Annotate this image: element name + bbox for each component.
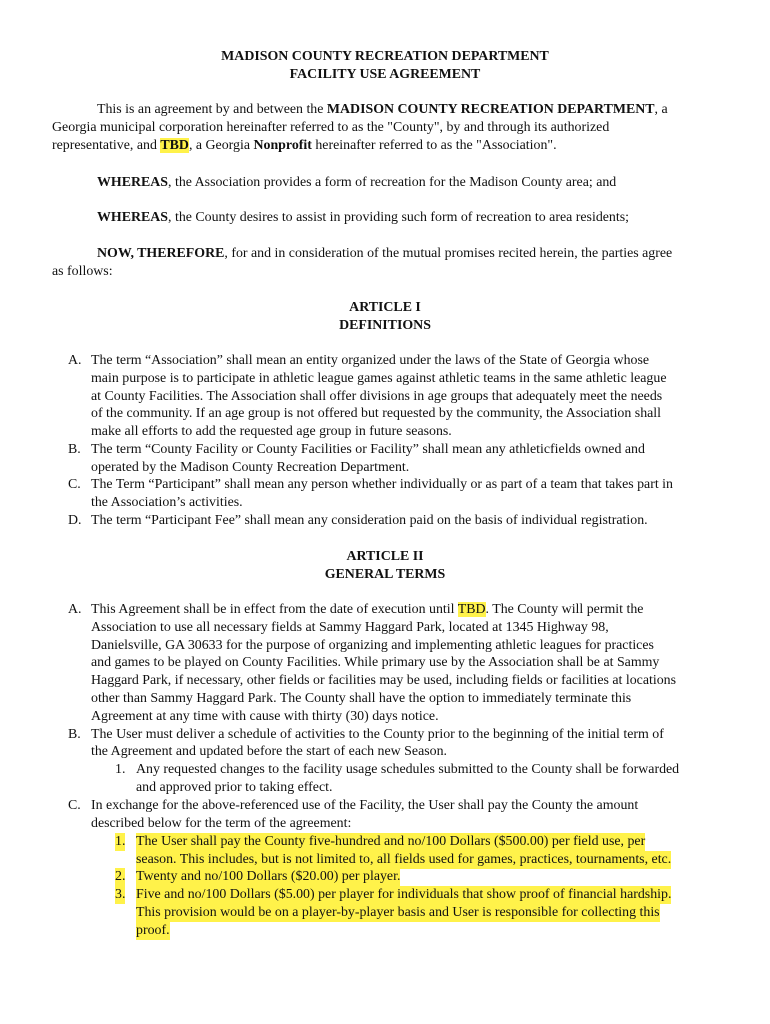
- highlight-tbd: TBD: [160, 138, 189, 153]
- article-2-subheading: GENERAL TERMS: [324, 567, 446, 582]
- list-marker: A.: [68, 602, 82, 617]
- definition-line: of the community. If an age group is not offered but requested by the community, the Association shall: [91, 406, 662, 421]
- now-therefore-line-1: NOW, THEREFORE, for and in consideration of the mutual promises recited herein, the parties agree: [97, 246, 673, 261]
- term-line: other than Sammy Haggard Park. The County shall have the option to immediately terminate this: [91, 691, 632, 706]
- list-marker: D.: [68, 513, 82, 528]
- document-subtitle: FACILITY USE AGREEMENT: [289, 67, 481, 82]
- intro-line-3: representative, and TBD, a Georgia Nonprofit hereinafter referred to as the "Association".: [52, 138, 557, 153]
- definition-line: the Association’s activities.: [91, 495, 243, 510]
- now-therefore-line-2: as follows:: [52, 264, 113, 279]
- definition-line: The term “Participant Fee” shall mean any consideration paid on the basis of individual registration.: [91, 513, 648, 528]
- term-line: and approved prior to taking effect.: [136, 780, 333, 795]
- term-line: Haggard Park, if necessary, other fields or facilities may be used, including fields or facilities at locations: [91, 673, 677, 688]
- list-marker: A.: [68, 353, 82, 368]
- term-line: the Agreement and updated before the start of each new Season.: [91, 744, 448, 759]
- definition-line: main purpose is to participate in athletic league games against athletic teams in the same athletic league: [91, 371, 667, 386]
- term-line: Any requested changes to the facility usage schedules submitted to the County shall be forwarded: [136, 762, 680, 777]
- fee-line: proof.: [136, 923, 170, 938]
- list-marker: 1.: [115, 834, 126, 849]
- fee-line: Five and no/100 Dollars ($5.00) per player for individuals that show proof of financial hardship.: [136, 887, 672, 902]
- list-marker: C.: [68, 798, 81, 813]
- article-1-subheading: DEFINITIONS: [339, 318, 431, 333]
- article-2-heading: ARTICLE II: [346, 549, 424, 564]
- intro-line-1: This is an agreement by and between the MADISON COUNTY RECREATION DEPARTMENT, a: [97, 102, 668, 117]
- whereas-clause-2: WHEREAS, the County desires to assist in providing such form of recreation to area residents;: [97, 210, 629, 225]
- term-line: Danielsville, GA 30633 for the purpose of organizing and implementing athletic leagues for practices: [91, 638, 654, 653]
- highlight-tbd: TBD: [457, 602, 486, 617]
- whereas-clause-1: WHEREAS, the Association provides a form of recreation for the Madison County area; and: [97, 175, 617, 190]
- term-line: Agreement at any time with cause with thirty (30) days notice.: [91, 709, 439, 724]
- term-line: and games to be played on County Facilities. While primary use by the Association shall be at Sammy: [91, 655, 660, 670]
- fee-line: Twenty and no/100 Dollars ($20.00) per player.: [136, 869, 401, 884]
- list-marker: C.: [68, 477, 81, 492]
- term-line: described below for the term of the agreement:: [91, 816, 352, 831]
- list-marker: 3.: [115, 887, 126, 902]
- definition-line: The term “County Facility or County Facilities or Facility” shall mean any athleticfields owned and: [91, 442, 645, 457]
- definition-line: The term “Association” shall mean an entity organized under the laws of the State of Georgia whose: [91, 353, 650, 368]
- fee-line: The User shall pay the County five-hundred and no/100 Dollars ($500.00) per field use, per: [136, 834, 646, 849]
- definition-line: The Term “Participant” shall mean any person whether individually or as part of a team that takes part in: [91, 477, 673, 492]
- intro-line-2: Georgia municipal corporation hereinafter referred to as the "County", by and through its authorized: [52, 120, 610, 135]
- article-1-heading: ARTICLE I: [349, 300, 421, 315]
- term-line: Association to use all necessary fields at Sammy Haggard Park, located at 1345 Highway 98,: [91, 620, 609, 635]
- document-title: MADISON COUNTY RECREATION DEPARTMENT: [221, 49, 549, 64]
- list-marker: 2.: [115, 869, 126, 884]
- list-marker: B.: [68, 727, 81, 742]
- definition-line: at County Facilities. The Association shall offer divisions in age groups that adequately meet the needs: [91, 389, 663, 404]
- list-marker: 1.: [115, 762, 126, 777]
- fee-line: This provision would be on a player-by-player basis and User is responsible for collecting this: [136, 905, 660, 920]
- fee-line: season. This includes, but is not limited to, all fields used for games, practices, tournaments, etc.: [136, 852, 672, 867]
- definition-line: make all efforts to add the requested age group in future seasons.: [91, 424, 452, 439]
- list-marker: B.: [68, 442, 81, 457]
- definition-line: operated by the Madison County Recreation Department.: [91, 460, 410, 475]
- term-line: In exchange for the above-referenced use of the Facility, the User shall pay the County the amount: [91, 798, 639, 813]
- term-line: This Agreement shall be in effect from the date of execution until TBD. The County will permit the: [91, 602, 644, 617]
- term-line: The User must deliver a schedule of activities to the County prior to the beginning of the initial term of: [91, 727, 664, 742]
